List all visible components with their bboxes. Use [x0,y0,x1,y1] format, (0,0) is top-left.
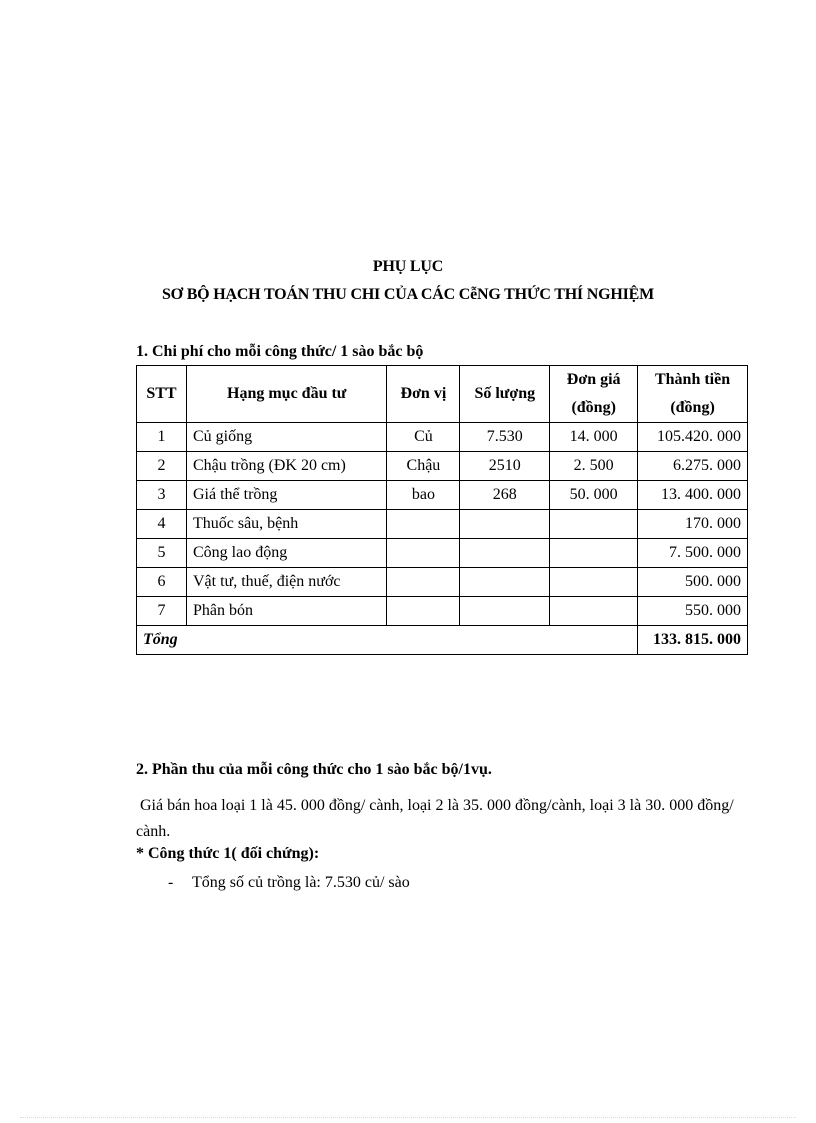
cell-price: 2. 500 [550,452,638,481]
cell-qty [460,597,550,626]
table-row [137,597,748,626]
section1-heading: 1. Chi phí cho mỗi công thức/ 1 sào bắc bộ [136,343,424,360]
cell-qty [460,568,550,597]
cell-price [550,597,638,626]
table-row [137,510,748,539]
table-row [137,568,748,597]
appendix-subtitle: SƠ BỘ HẠCH TOÁN THU CHI CỦA CÁC CễNG THỨC THÍ NGHIỆM [161,286,655,303]
cell-unit [387,568,460,597]
cell-qty: 2510 [460,452,550,481]
price-paragraph: Giá bán hoa loại 1 là 45. 000 đồng/ cành, loại 2 là 35. 000 đồng/cành, loại 3 là 30. 000 đồng/ cành. [136,797,734,840]
header-total: Thành tiền (đồng) [638,366,748,423]
cell-item: Thuốc sâu, bệnh [186,510,386,539]
page-footer-divider [20,1117,796,1118]
cost-table [136,365,748,655]
cell-item: Công lao động [186,539,386,568]
cell-total: 170. 000 [638,510,748,539]
cell-stt: 1 [137,423,187,452]
cell-unit [387,597,460,626]
table-header-row [137,366,748,423]
cell-price: 50. 000 [550,481,638,510]
cell-item: Chậu trồng (ĐK 20 cm) [186,452,386,481]
cell-stt: 7 [137,597,187,626]
bullet-text: Tổng số củ trồng là: 7.530 củ/ sào [192,874,410,891]
cell-unit [387,539,460,568]
cell-total: 500. 000 [638,568,748,597]
header-item: Hạng mục đầu tư [186,366,386,423]
cell-price [550,539,638,568]
cell-stt: 5 [137,539,187,568]
table-row [137,423,748,452]
cell-qty [460,510,550,539]
appendix-title: PHỤ LỤC [372,258,444,275]
total-row [137,626,748,655]
bullet-dash: - [168,874,174,891]
header-unit: Đơn vị [387,366,460,423]
cell-item: Vật tư, thuế, điện nước [186,568,386,597]
header-qty: Số lượng [460,366,550,423]
cell-item: Củ giống [186,423,386,452]
cell-unit: bao [387,481,460,510]
list-item [168,874,410,892]
table-row [137,539,748,568]
cell-total: 105.420. 000 [638,423,748,452]
cell-qty: 268 [460,481,550,510]
cell-total: 550. 000 [638,597,748,626]
cell-stt: 6 [137,568,187,597]
header-price: Đơn giá (đồng) [550,366,638,423]
header-stt: STT [137,366,187,423]
formula1-heading: * Công thức 1( đối chứng): [136,845,320,862]
cell-unit: Củ [387,423,460,452]
cell-item: Phân bón [186,597,386,626]
total-value: 133. 815. 000 [638,626,748,655]
cell-qty [460,539,550,568]
cell-unit [387,510,460,539]
cell-total: 6.275. 000 [638,452,748,481]
cell-price: 14. 000 [550,423,638,452]
cell-qty: 7.530 [460,423,550,452]
table-row [137,452,748,481]
cell-price [550,510,638,539]
cell-stt: 2 [137,452,187,481]
table-row [137,481,748,510]
total-label: Tổng [137,626,638,655]
cell-total: 13. 400. 000 [638,481,748,510]
section2-heading: 2. Phần thu của mỗi công thức cho 1 sào bắc bộ/1vụ. [136,761,492,778]
cell-item: Giá thể trồng [186,481,386,510]
cell-stt: 3 [137,481,187,510]
cell-total: 7. 500. 000 [638,539,748,568]
cell-stt: 4 [137,510,187,539]
cell-price [550,568,638,597]
cell-unit: Chậu [387,452,460,481]
